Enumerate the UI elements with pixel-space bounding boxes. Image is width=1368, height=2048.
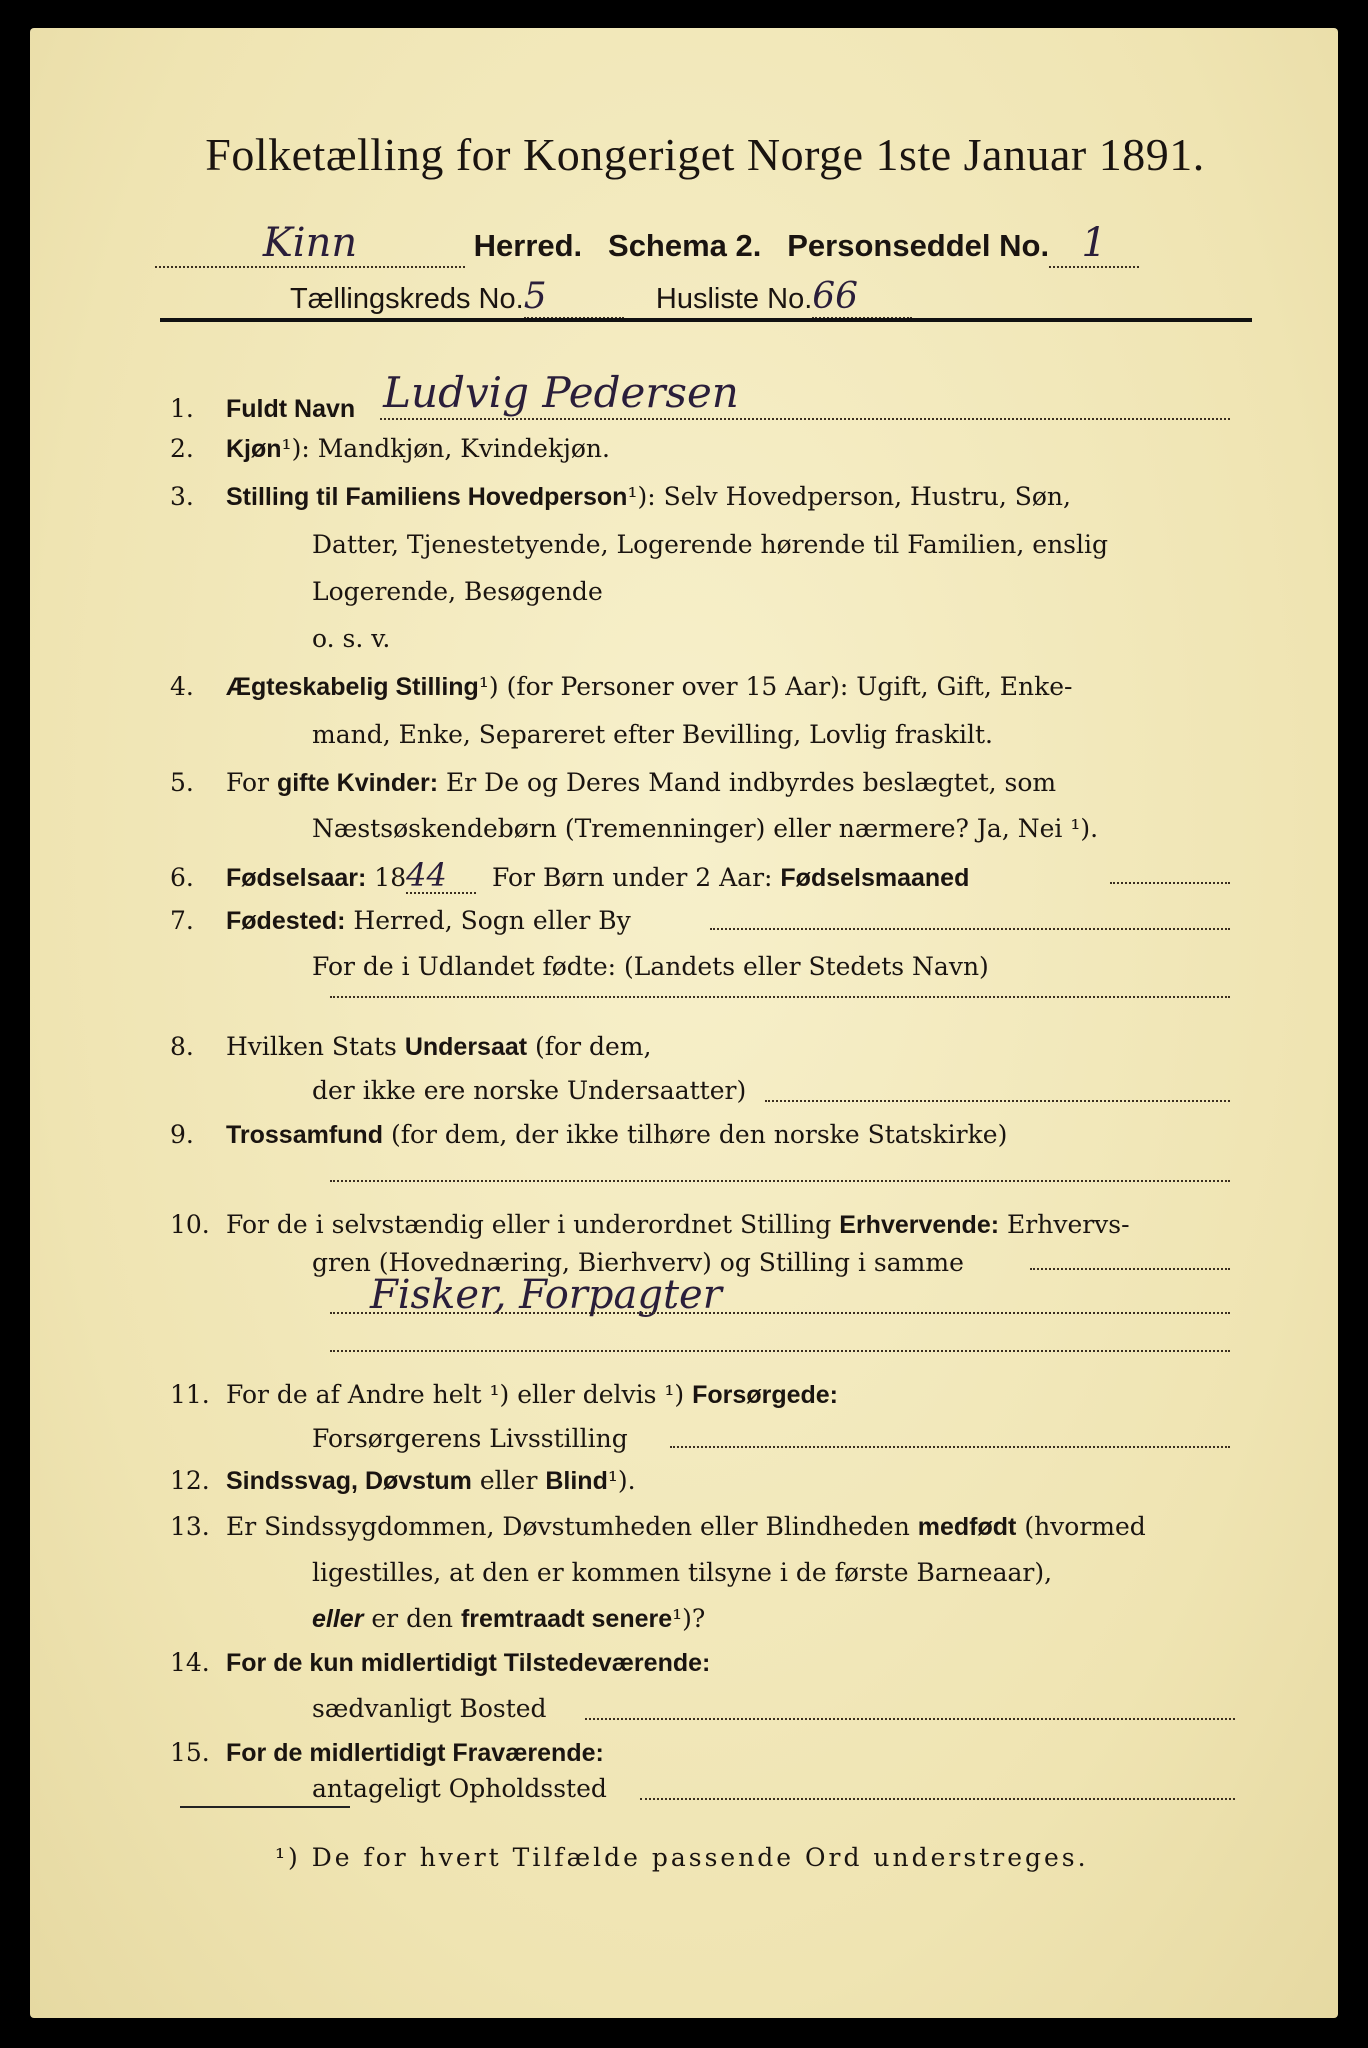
kreds-value: 5 bbox=[524, 276, 624, 319]
item-number: 5. bbox=[170, 768, 194, 797]
condition-question-b: (hvormed bbox=[1024, 1512, 1146, 1541]
item-number: 8. bbox=[170, 1032, 194, 1061]
item-label: Fødselsaar: bbox=[226, 864, 367, 892]
religion-note: (for dem, der ikke tilhøre den norske Statskirke) bbox=[390, 1120, 1008, 1149]
infant-label: For Børn under 2 Aar: bbox=[492, 863, 773, 892]
item-label: medfødt bbox=[917, 1513, 1017, 1541]
citizenship-fill-line bbox=[765, 1100, 1230, 1102]
item-12 bbox=[170, 1464, 1260, 1498]
condition-question: Er Sindssygdommen, Døvstumheden eller Blindheden bbox=[226, 1512, 910, 1541]
schema-label: Schema 2. bbox=[608, 228, 762, 263]
marital-options-2: mand, Enke, Separeret efter Bevilling, Lovlig fraskilt. bbox=[312, 720, 993, 749]
herred-value: Kinn bbox=[155, 220, 465, 268]
item-label: Kjøn bbox=[226, 435, 282, 463]
item-label: Fødested: bbox=[226, 907, 346, 935]
occupation-answer: Fisker, Forpagter bbox=[370, 1272, 722, 1318]
item-number: 10. bbox=[170, 1210, 210, 1239]
item-label: Erhvervende: bbox=[839, 1211, 1000, 1239]
kreds-line bbox=[290, 276, 912, 319]
gender-options: Mandkjøn, Kvindekjøn. bbox=[317, 434, 610, 463]
name-answer: Ludvig Pedersen bbox=[383, 368, 739, 417]
sup-mark: ¹): bbox=[281, 434, 310, 463]
footnote-rule bbox=[180, 1806, 350, 1808]
residence-note: sædvanligt Bosted bbox=[312, 1694, 547, 1723]
provider-note: Forsørgerens Livsstilling bbox=[312, 1424, 628, 1453]
item-number: 4. bbox=[170, 672, 194, 701]
item-number: 15. bbox=[170, 1738, 210, 1767]
item-7 bbox=[170, 904, 1260, 938]
residence-fill-line bbox=[585, 1718, 1235, 1720]
occupation-note-2: gren (Hovednæring, Bierhverv) og Stilling i samme bbox=[312, 1248, 964, 1277]
whereabouts-note: antageligt Opholdssted bbox=[312, 1774, 607, 1803]
personseddel-label: Personseddel No. bbox=[787, 228, 1050, 263]
item-label-2: Blind bbox=[545, 1467, 608, 1495]
item-label-2: fremtraadt senere bbox=[460, 1605, 673, 1633]
whereabouts-fill-line bbox=[640, 1798, 1235, 1800]
item-label: Trossamfund bbox=[226, 1121, 383, 1149]
item-6 bbox=[170, 858, 1260, 895]
occupation-fill-line bbox=[1030, 1268, 1230, 1270]
header-rule bbox=[160, 318, 1252, 322]
item-number: 1. bbox=[170, 394, 194, 423]
condition-question-3 bbox=[312, 1602, 705, 1636]
birth-month-label: Fødselsmaaned bbox=[780, 864, 970, 892]
item-number: 11. bbox=[170, 1380, 210, 1409]
birthplace-options: Herred, Sogn eller By bbox=[353, 906, 631, 935]
herred-label: Herred. bbox=[473, 228, 583, 263]
item-connector: eller bbox=[479, 1466, 538, 1495]
sup-mark: ¹)? bbox=[672, 1604, 706, 1633]
occupation-fill-line-3 bbox=[330, 1350, 1230, 1352]
position-options-4: o. s. v. bbox=[312, 624, 391, 653]
item-9 bbox=[170, 1118, 1260, 1152]
item-10 bbox=[170, 1208, 1260, 1242]
item-14 bbox=[170, 1646, 1260, 1680]
position-options: Selv Hovedperson, Hustru, Søn, bbox=[663, 482, 1071, 511]
sup-mark: ¹). bbox=[607, 1466, 636, 1495]
item-label: gifte Kvinder: bbox=[276, 769, 439, 797]
item-5 bbox=[170, 766, 1260, 800]
condition-connector: er den bbox=[371, 1604, 453, 1633]
condition-eller: eller bbox=[312, 1605, 364, 1633]
kreds-label: Tællingskreds No. bbox=[290, 283, 524, 315]
husliste-value: 66 bbox=[812, 276, 912, 319]
item-number: 2. bbox=[170, 434, 194, 463]
marital-options: (for Personer over 15 Aar): Ugift, Gift, Enke- bbox=[506, 672, 1073, 701]
item-1 bbox=[170, 368, 1260, 426]
herred-line bbox=[155, 220, 1139, 268]
item-label: Fuldt Navn bbox=[226, 395, 356, 423]
item-number: 6. bbox=[170, 863, 194, 892]
name-fill-line bbox=[380, 418, 1230, 420]
item-prefix: For bbox=[226, 768, 269, 797]
item-4 bbox=[170, 670, 1260, 704]
item-label: Ægteskabelig Stilling bbox=[226, 673, 479, 701]
occupation-fill-line-2 bbox=[330, 1312, 1230, 1314]
item-label: Stilling til Familiens Hovedperson bbox=[226, 483, 628, 511]
husliste-label: Husliste No. bbox=[655, 283, 813, 315]
item-number: 14. bbox=[170, 1648, 210, 1677]
citizenship-note-2: der ikke ere norske Undersaatter) bbox=[312, 1076, 747, 1105]
condition-question-2: ligestilles, at den er kommen tilsyne i de første Barneaar), bbox=[312, 1558, 1053, 1587]
abroad-question: For de i Udlandet fødte: (Landets eller Stedets Navn) bbox=[312, 952, 989, 981]
item-prefix: For de af Andre helt ¹) eller delvis ¹) bbox=[226, 1380, 685, 1409]
kinship-question-2: Næstsøskendebørn (Tremenninger) eller nærmere? Ja, Nei ¹). bbox=[312, 814, 1099, 843]
citizenship-note: (for dem, bbox=[535, 1032, 652, 1061]
year-prefix: 18 bbox=[374, 863, 407, 892]
form-title: Folketælling for Kongeriget Norge 1ste Januar 1891. bbox=[205, 129, 1205, 180]
item-label: Sindssvag, Døvstum bbox=[226, 1467, 472, 1495]
sup-mark: ¹): bbox=[627, 482, 656, 511]
sup-mark: ¹) bbox=[478, 672, 499, 701]
religion-fill-line bbox=[330, 1180, 1230, 1182]
position-options-3: Logerende, Besøgende bbox=[312, 577, 603, 606]
item-number: 3. bbox=[170, 482, 194, 511]
item-8 bbox=[170, 1030, 1260, 1064]
abroad-fill-line bbox=[330, 996, 1230, 998]
item-3 bbox=[170, 480, 1260, 514]
provider-fill-line bbox=[670, 1446, 1230, 1448]
item-number: 13. bbox=[170, 1512, 210, 1541]
item-label: Undersaat bbox=[404, 1033, 528, 1061]
footnote: ¹) De for hvert Tilfælde passende Ord understreges. bbox=[275, 1843, 1089, 1872]
item-label: For de midlertidigt Fraværende: bbox=[226, 1739, 604, 1767]
birthplace-fill-line bbox=[710, 928, 1230, 930]
item-label: Forsørgede: bbox=[692, 1381, 838, 1409]
birth-year-value: 44 bbox=[406, 858, 476, 894]
kinship-question: Er De og Deres Mand indbyrdes beslægtet, som bbox=[446, 768, 1057, 797]
occupation-note: Erhvervs- bbox=[1007, 1210, 1130, 1239]
item-11 bbox=[170, 1378, 1260, 1412]
item-prefix: Hvilken Stats bbox=[226, 1032, 397, 1061]
item-prefix: For de i selvstændig eller i underordnet Stilling bbox=[226, 1210, 832, 1239]
item-13 bbox=[170, 1510, 1260, 1544]
census-form bbox=[30, 28, 1338, 2018]
item-15 bbox=[170, 1736, 1260, 1770]
position-options-2: Datter, Tjenestetyende, Logerende hørende til Familien, enslig bbox=[312, 530, 1109, 559]
personseddel-value: 1 bbox=[1049, 220, 1139, 268]
item-number: 12. bbox=[170, 1466, 210, 1495]
item-number: 9. bbox=[170, 1120, 194, 1149]
item-label: For de kun midlertidigt Tilstedeværende: bbox=[226, 1649, 711, 1677]
item-number: 7. bbox=[170, 906, 194, 935]
item-2 bbox=[170, 432, 1260, 466]
month-fill-line bbox=[1110, 882, 1230, 884]
